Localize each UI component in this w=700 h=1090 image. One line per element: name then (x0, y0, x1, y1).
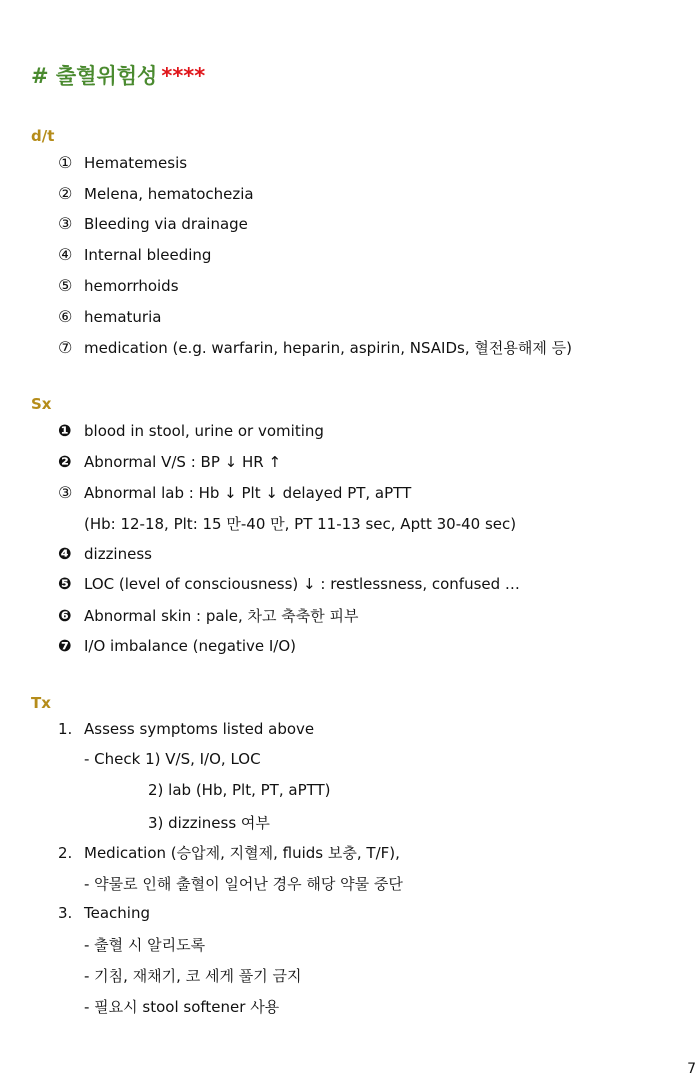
item-text: Abnormal skin : pale, 차고 축축한 피부 (84, 607, 359, 625)
item-text: (Hb: 12-18, Plt: 15 만-40 만, PT 11-13 sec, Aptt 30-40 sec) (84, 515, 517, 533)
list-item (58, 483, 411, 502)
list-item (58, 245, 211, 264)
sub-item (84, 873, 403, 894)
item-text: Assess symptoms listed above (84, 720, 315, 738)
item-text: Hematemesis (84, 154, 188, 172)
list-item (58, 276, 179, 295)
item-marker: ④ (58, 245, 73, 264)
item-marker: ③ (58, 483, 73, 502)
item-marker: 2. (58, 844, 73, 862)
item-marker: 3. (58, 904, 73, 922)
priority-stars: **** (161, 64, 206, 88)
item-marker: ⑥ (58, 307, 73, 326)
item-text: Bleeding via drainage (84, 215, 248, 233)
item-marker: ❹ (58, 544, 72, 563)
numbered-item (58, 720, 314, 738)
item-text: Medication (승압제, 지혈제, fluids 보충, T/F), (84, 844, 400, 862)
item-marker: ③ (58, 214, 73, 233)
item-marker: ② (58, 184, 73, 203)
list-item (58, 184, 254, 203)
title-text: # 출혈위험성 (31, 64, 158, 88)
list-item-continuation (84, 513, 516, 534)
list-item (58, 153, 187, 172)
item-text: hemorrhoids (84, 277, 179, 295)
list-item (58, 605, 359, 626)
list-item (58, 636, 296, 655)
list-item (58, 337, 572, 358)
item-marker: ⑦ (58, 338, 73, 357)
item-text: 3) dizziness 여부 (148, 814, 270, 832)
item-marker: 1. (58, 720, 73, 738)
sub-item (84, 934, 205, 955)
list-item (58, 452, 281, 471)
item-marker: ❼ (58, 636, 72, 655)
item-text: 2) lab (Hb, Plt, PT, aPTT) (148, 781, 331, 799)
list-item (58, 307, 161, 326)
numbered-item (58, 842, 400, 863)
sub-item (84, 965, 301, 986)
numbered-item (58, 904, 150, 922)
item-marker: ① (58, 153, 73, 172)
item-marker: ❺ (58, 574, 72, 593)
item-text: Teaching (84, 904, 150, 922)
item-text: Melena, hematochezia (84, 185, 254, 203)
item-marker: ⑤ (58, 276, 73, 295)
item-text: Internal bleeding (84, 246, 212, 264)
item-text: hematuria (84, 308, 162, 326)
section-heading-tx: Tx (31, 694, 51, 712)
page-title (31, 60, 205, 90)
item-text: medication (e.g. warfarin, heparin, aspirin, NSAIDs, 혈전용해제 등) (84, 339, 572, 357)
page-number: 7 (687, 1061, 696, 1077)
item-text: Abnormal V/S : BP ↓ HR ↑ (84, 453, 282, 471)
list-item (58, 421, 324, 440)
item-text: LOC (level of consciousness) ↓ : restlessness, confused … (84, 575, 520, 593)
list-item (58, 574, 520, 593)
item-marker: ❶ (58, 421, 72, 440)
item-marker: ❻ (58, 606, 72, 625)
sub-item (84, 996, 279, 1017)
item-text: - 출혈 시 알리도록 (84, 936, 206, 954)
sub-item (84, 750, 261, 768)
sub-item (148, 781, 331, 799)
item-text: - 기침, 재채기, 코 세게 풀기 금지 (84, 967, 302, 985)
item-text: Abnormal lab : Hb ↓ Plt ↓ delayed PT, aPTT (84, 484, 412, 502)
item-text: - 약물로 인해 출혈이 일어난 경우 해당 약물 중단 (84, 875, 403, 893)
item-text: I/O imbalance (negative I/O) (84, 637, 297, 655)
item-text: - Check 1) V/S, I/O, LOC (84, 750, 261, 768)
item-text: dizziness (84, 545, 152, 563)
item-text: - 필요시 stool softener 사용 (84, 998, 280, 1016)
section-heading-dt: d/t (31, 127, 55, 145)
list-item (58, 544, 152, 563)
item-text: blood in stool, urine or vomiting (84, 422, 324, 440)
list-item (58, 214, 248, 233)
item-marker: ❷ (58, 452, 72, 471)
section-heading-sx: Sx (31, 395, 52, 413)
sub-item (148, 812, 270, 833)
